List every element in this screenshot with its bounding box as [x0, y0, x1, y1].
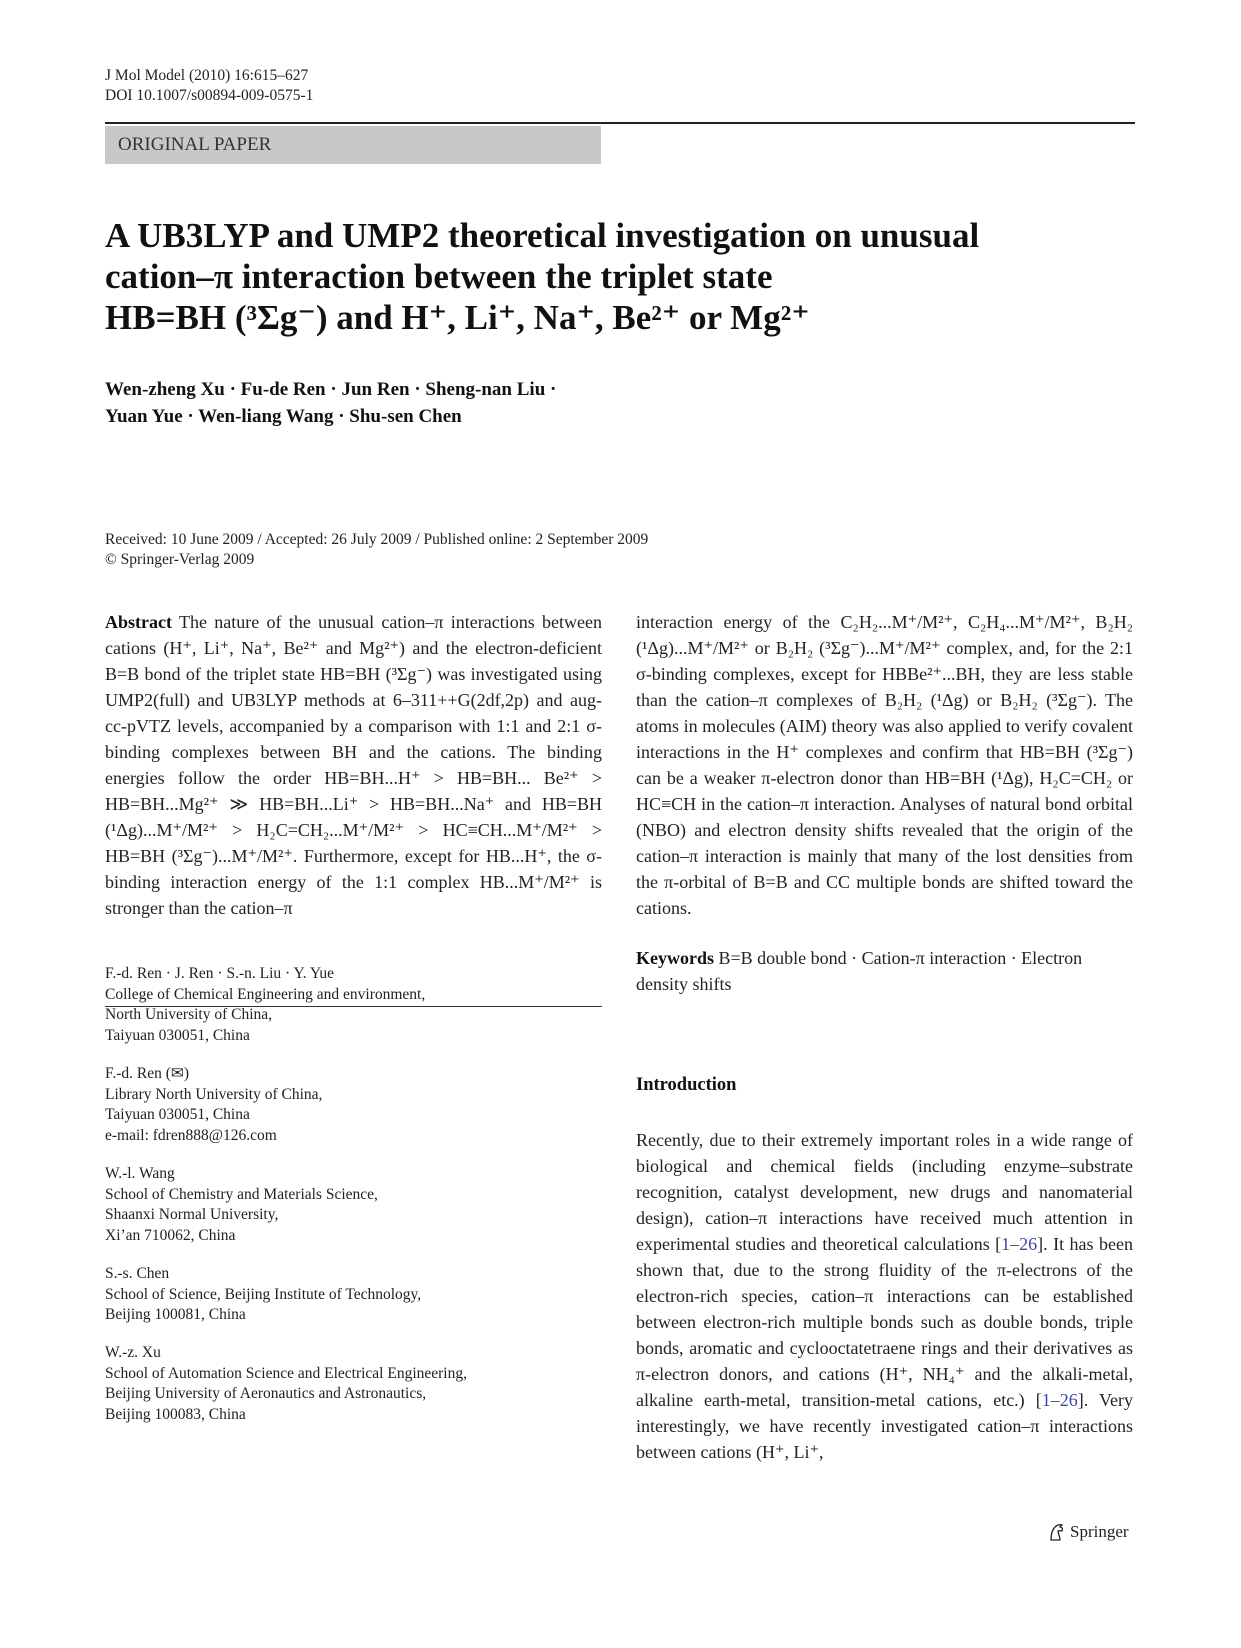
section-badge: ORIGINAL PAPER [105, 126, 601, 164]
header-rule [105, 122, 1135, 124]
affiliation-line: Library North University of China, [105, 1085, 323, 1103]
affiliation-names: S.-s. Chen [105, 1265, 170, 1282]
abstract-text: The nature of the unusual cation–π interactions between cations (H⁺, Li⁺, Na⁺, Be²⁺ and Mg²⁺) and the electron-deficient B=B bond of the triplet state HB=BH (³Σg⁻) was investigated using UMP2(full) and UB3LYP methods at 6–311++G(2df,2p) and aug-cc-pVTZ levels, accompanied by a comparison with 1:1 and 2:1 σ-binding complexes between BH and the cations. The binding energies follow the order HB=BH...H⁺ > HB=BH... Be²⁺ > HB=BH...Mg²⁺ ≫ HB=BH...Li⁺ > HB=BH...Na⁺ and HB=BH (¹Δg)...M⁺/M²⁺ > H₂C=CH₂...M⁺/M²⁺ > HC≡CH...M⁺/M²⁺ > HB=BH (³Σg⁻)...M⁺/M²⁺. Furthermore, except for HB...H⁺, the σ-binding interaction energy of the 1:1 complex HB...M⁺/M²⁺ is stronger than the cation–π [105, 612, 602, 918]
doi: DOI 10.1007/s00894-009-0575-1 [105, 87, 314, 104]
journal-citation [105, 66, 313, 106]
affiliation-line: College of Chemical Engineering and environment, [105, 985, 426, 1003]
affiliation-block [105, 964, 425, 1046]
affiliation-block [105, 1264, 421, 1326]
journal-reference: J Mol Model (2010) 16:615–627 [105, 67, 309, 84]
author-list [105, 376, 556, 430]
abstract-text-continued: interaction energy of the C₂H₂...M⁺/M²⁺, C₂H₄...M⁺/M²⁺, B₂H₂ (¹Δg)...M⁺/M²⁺ or B₂H₂ (³Σg⁻)...M⁺/M²⁺ complex, and, for the 2:1 σ-binding complexes, except for HBBe²⁺...BH, they are less stable than the cation–π complexes of B₂H₂ (¹Δg) or B₂H₂ (³Σg⁻). The atoms in molecules (AIM) theory was also applied to verify covalent interactions in the H⁺ complexes and confirm that HB=BH (³Σg⁻) can be a weaker π-electron donor than HB=BH (¹Δg), H₂C=CH₂ or HC≡CH in the cation–π interaction. Analyses of natural bond orbital (NBO) and electron density shifts revealed that the origin of the cation–π interaction is mainly that many of the lost densities from the π-orbital of B=B and CC multiple bonds are shifted toward the cations. [636, 612, 1133, 918]
copyright: © Springer-Verlag 2009 [105, 551, 255, 568]
title-line-2: cation–π interaction between the triplet state [105, 257, 773, 296]
affiliation-block [105, 1064, 322, 1146]
abstract [105, 609, 602, 921]
title-line-3: HB=BH (³Σg⁻) and H⁺, Li⁺, Na⁺, Be²⁺ or Mg²⁺ [105, 298, 810, 337]
authors-line-1: Wen-zheng Xu · Fu-de Ren · Jun Ren · Sheng-nan Liu · [105, 379, 557, 400]
affiliation-line: School of Science, Beijing Institute of Technology, [105, 1285, 422, 1303]
abstract-continued [636, 609, 1133, 997]
email-link[interactable]: e-mail: fdren888@126.com [105, 1126, 277, 1144]
affiliation-line: North University of China, [105, 1006, 273, 1023]
intro-text: ]. It has been shown that, due to the strong fluidity of the π-electrons of the electron-rich species, cation–π interactions can be established between electron-rich multiple bonds such as double bonds, triple bonds, aromatic and cyclooctatetraene rings and their derivatives as π-electron donors, and cations (H⁺, NH₄⁺ and the alkali-metal, alkaline earth-metal, transition-metal cations, etc.) [ [636, 1234, 1133, 1410]
affiliation-line: Beijing 100081, China [105, 1306, 246, 1323]
affiliation-names: F.-d. Ren · J. Ren · S.-n. Liu · Y. Yue [105, 965, 334, 982]
springer-horse-icon [1048, 1523, 1065, 1542]
introduction-heading: Introduction [636, 1075, 737, 1095]
intro-text: Recently, due to their extremely important roles in a wide range of biological and chemical fields (including enzyme–substrate recognition, catalyst development, new drugs and nanomaterial design), cation–π interactions have received much attention in experimental studies and theoretical calculations [ [636, 1130, 1133, 1254]
title-line-1: A UB3LYP and UMP2 theoretical investigation on unusual [105, 216, 980, 255]
affiliation-line: School of Automation Science and Electrical Engineering, [105, 1364, 467, 1382]
affiliation-names: W.-l. Wang [105, 1165, 175, 1182]
keywords-text: B=B double bond · Cation-π interaction · Electron density shifts [636, 948, 1083, 994]
publisher-logo [1048, 1522, 1129, 1542]
citation-link[interactable]: 1–26 [1001, 1234, 1038, 1254]
introduction-body [636, 1127, 1133, 1465]
affiliation-line: Taiyuan 030051, China [105, 1106, 250, 1123]
affiliation-names: W.-z. Xu [105, 1344, 161, 1361]
citation-link[interactable]: 1–26 [1041, 1390, 1078, 1410]
affiliation-block [105, 1343, 467, 1425]
abstract-label: Abstract [105, 612, 172, 632]
affiliation-line: Shaanxi Normal University, [105, 1206, 279, 1223]
affiliation-line: School of Chemistry and Materials Science, [105, 1185, 378, 1203]
intro-text: ]. Very interestingly, we have recently investigated cation–π interactions between cations (H⁺, Li⁺, [636, 1390, 1134, 1462]
keywords [636, 945, 1133, 997]
paper-title [105, 215, 1135, 338]
affiliation-block [105, 1164, 378, 1246]
publisher-name: Springer [1070, 1522, 1129, 1541]
affiliation-line: Xi’an 710062, China [105, 1226, 236, 1244]
affiliation-names: F.-d. Ren (✉) [105, 1065, 190, 1082]
affiliation-line: Taiyuan 030051, China [105, 1026, 250, 1044]
keywords-label: Keywords [636, 948, 714, 968]
authors-line-2: Yuan Yue · Wen-liang Wang · Shu-sen Chen [105, 406, 462, 427]
publication-dates [105, 530, 648, 570]
affiliation-line: Beijing University of Aeronautics and Astronautics, [105, 1385, 427, 1402]
history-dates: Received: 10 June 2009 / Accepted: 26 July 2009 / Published online: 2 September 2009 [105, 531, 649, 548]
affiliation-line: Beijing 100083, China [105, 1405, 246, 1423]
